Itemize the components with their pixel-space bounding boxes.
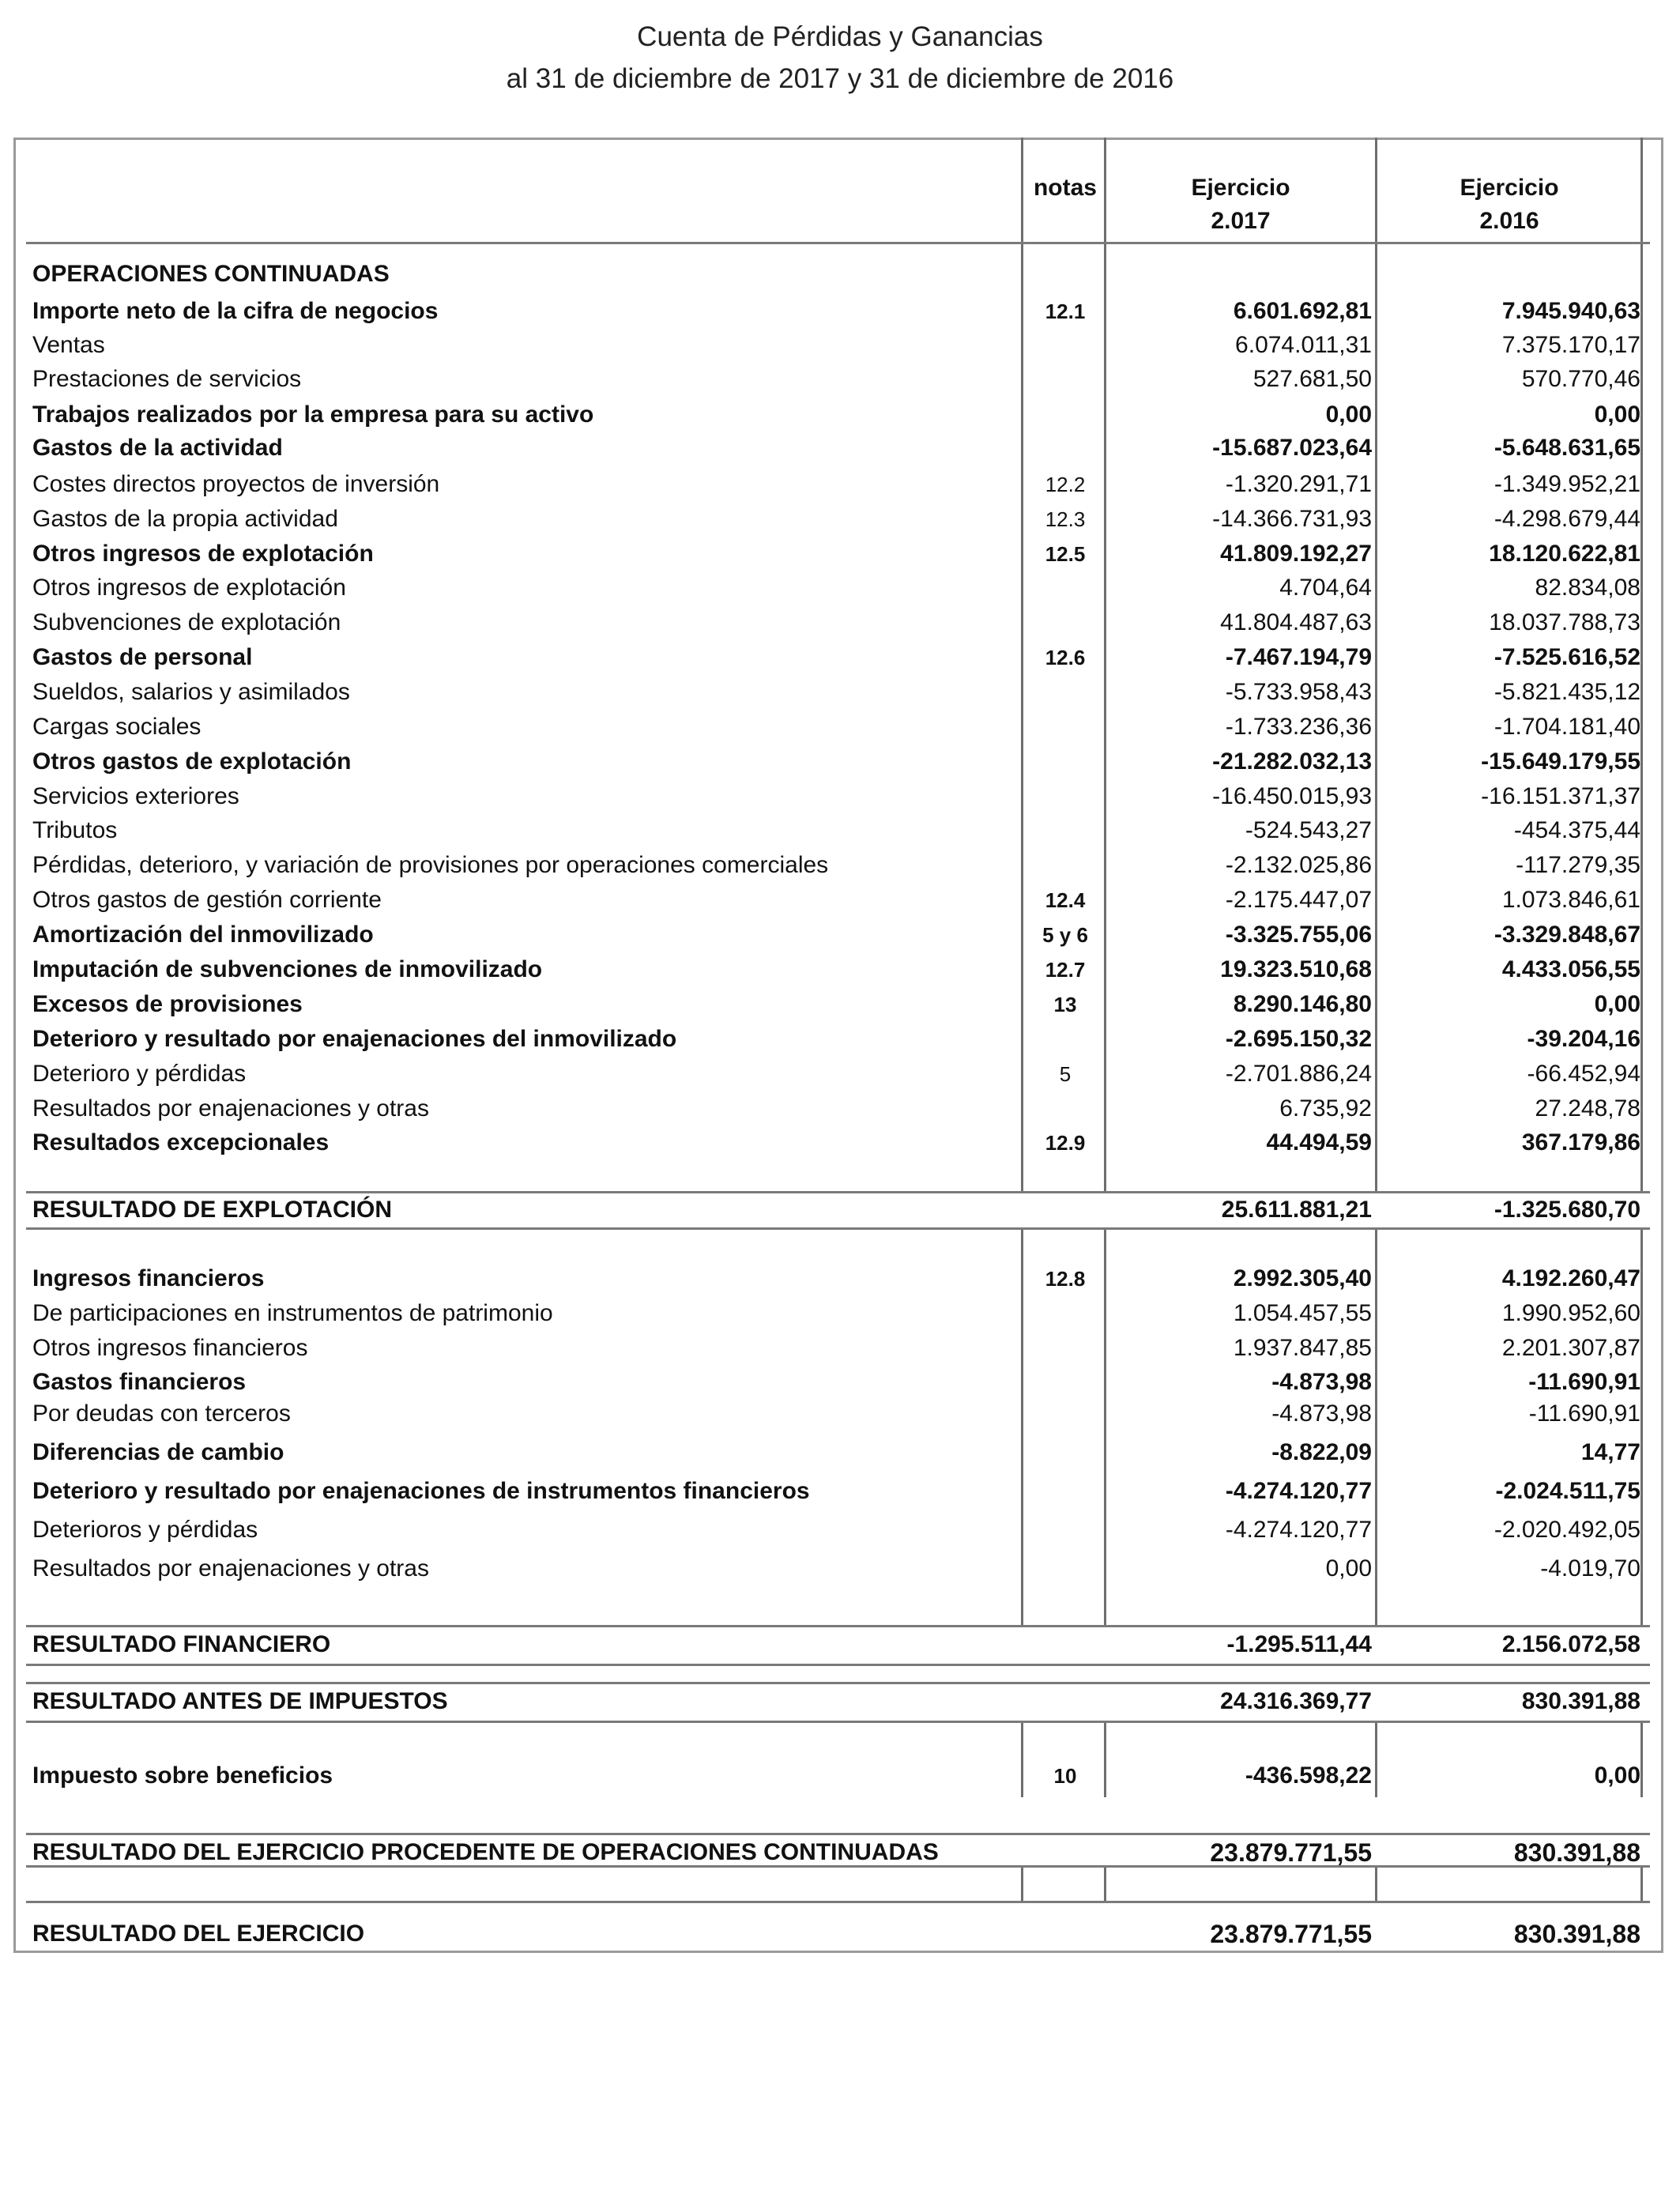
value-2016: -11.690,91 bbox=[1528, 1369, 1640, 1395]
row-label: Amortización del inmovilizado bbox=[32, 922, 374, 948]
table-row bbox=[0, 1022, 1680, 1057]
table-row bbox=[0, 848, 1680, 883]
value-2016: -5.821.435,12 bbox=[1494, 679, 1640, 705]
value-2016: 27.248,78 bbox=[1535, 1095, 1640, 1122]
column-header-2017-year: 2.017 bbox=[1211, 208, 1271, 234]
value-2017: -16.450.015,93 bbox=[1212, 783, 1372, 809]
page-title: Cuenta de Pérdidas y Ganancias bbox=[637, 21, 1043, 52]
row-label: Resultados por enajenaciones y otras bbox=[32, 1095, 429, 1122]
row-note: 13 bbox=[1053, 993, 1077, 1016]
value-2017: -4.274.120,77 bbox=[1225, 1478, 1372, 1504]
value-2016: -2.020.492,05 bbox=[1494, 1517, 1640, 1543]
row-divider bbox=[26, 242, 1650, 244]
subtotal-row bbox=[0, 1684, 1680, 1719]
value-2017: 8.290.146,80 bbox=[1233, 991, 1372, 1017]
row-label: Resultados por enajenaciones y otras bbox=[32, 1555, 429, 1581]
value-2016: -5.648.631,65 bbox=[1494, 435, 1640, 461]
value-2016: 1.990.952,60 bbox=[1501, 1300, 1640, 1326]
row-note: 10 bbox=[1053, 1764, 1077, 1788]
value-2016: 18.037.788,73 bbox=[1489, 609, 1640, 635]
value-2016: -11.690,91 bbox=[1528, 1400, 1640, 1427]
table-row bbox=[0, 1551, 1680, 1586]
value-2017: 6.735,92 bbox=[1279, 1095, 1372, 1122]
value-2016: -454.375,44 bbox=[1513, 817, 1640, 843]
row-label: Otros gastos de gestión corriente bbox=[32, 887, 382, 913]
row-label: Diferencias de cambio bbox=[32, 1439, 284, 1465]
row-label: Trabajos realizados por la empresa para su activo bbox=[32, 401, 594, 428]
value-2016: -15.649.179,55 bbox=[1481, 748, 1640, 775]
value-2016: 830.391,88 bbox=[1521, 1688, 1640, 1714]
value-2016: 570.770,46 bbox=[1521, 366, 1640, 392]
table-row bbox=[0, 918, 1680, 952]
value-2017: 41.804.487,63 bbox=[1220, 609, 1372, 635]
table-row bbox=[0, 362, 1680, 397]
table-row bbox=[0, 467, 1680, 502]
row-label: Deterioros y pérdidas bbox=[32, 1517, 258, 1543]
value-2017: -4.274.120,77 bbox=[1225, 1517, 1372, 1543]
table-row bbox=[0, 640, 1680, 675]
row-label: Ingresos financieros bbox=[32, 1265, 265, 1291]
table-row bbox=[0, 431, 1680, 466]
row-divider bbox=[26, 1901, 1650, 1903]
value-2016: -66.452,94 bbox=[1527, 1061, 1640, 1087]
row-label: RESULTADO DEL EJERCICIO PROCEDENTE DE OPERACIONES CONTINUADAS bbox=[32, 1839, 939, 1865]
row-label: Servicios exteriores bbox=[32, 783, 239, 809]
value-2017: 1.054.457,55 bbox=[1233, 1300, 1372, 1326]
value-2016: 0,00 bbox=[1594, 991, 1640, 1017]
value-2017: -524.543,27 bbox=[1245, 817, 1372, 843]
value-2016: -3.329.848,67 bbox=[1494, 922, 1640, 948]
row-label: RESULTADO FINANCIERO bbox=[32, 1631, 331, 1657]
row-label: Cargas sociales bbox=[32, 714, 202, 740]
table-row bbox=[0, 987, 1680, 1022]
row-label: Deterioro y pérdidas bbox=[32, 1061, 247, 1087]
value-2017: -4.873,98 bbox=[1271, 1400, 1372, 1427]
value-2017: -8.822,09 bbox=[1271, 1439, 1372, 1465]
column-divider bbox=[1021, 1867, 1023, 1901]
table-row bbox=[0, 1057, 1680, 1091]
column-header-2017-title: Ejercicio bbox=[1191, 175, 1290, 201]
table-row bbox=[0, 1474, 1680, 1509]
row-divider bbox=[26, 1664, 1650, 1666]
total-row bbox=[0, 1917, 1680, 1951]
table-row bbox=[0, 1091, 1680, 1126]
value-2017: -1.733.236,36 bbox=[1225, 714, 1372, 740]
table-row bbox=[0, 398, 1680, 432]
table-row bbox=[0, 1331, 1680, 1366]
value-2017: 19.323.510,68 bbox=[1220, 956, 1372, 982]
value-2017: -15.687.023,64 bbox=[1212, 435, 1372, 461]
table-row bbox=[0, 675, 1680, 710]
row-label: Sueldos, salarios y asimilados bbox=[32, 679, 350, 705]
row-label: De participaciones en instrumentos de patrimonio bbox=[32, 1300, 553, 1326]
row-label: Subvenciones de explotación bbox=[32, 609, 341, 635]
value-2017: -5.733.958,43 bbox=[1225, 679, 1372, 705]
value-2016: 2.201.307,87 bbox=[1501, 1335, 1640, 1361]
value-2017: 1.937.847,85 bbox=[1233, 1335, 1372, 1361]
row-label: RESULTADO DEL EJERCICIO bbox=[32, 1921, 365, 1947]
value-2017: 0,00 bbox=[1325, 401, 1372, 428]
table-row bbox=[0, 502, 1680, 537]
value-2017: 6.074.011,31 bbox=[1235, 332, 1372, 358]
value-2016: -7.525.616,52 bbox=[1494, 644, 1640, 670]
row-label: Otros ingresos de explotación bbox=[32, 541, 374, 567]
value-2017: 41.809.192,27 bbox=[1220, 541, 1372, 567]
row-label: Resultados excepcionales bbox=[32, 1129, 330, 1155]
row-label: RESULTADO ANTES DE IMPUESTOS bbox=[32, 1688, 448, 1714]
column-divider bbox=[1104, 1867, 1106, 1901]
value-2017: -4.873,98 bbox=[1271, 1369, 1372, 1395]
column-header-2016-title: Ejercicio bbox=[1460, 175, 1559, 201]
row-label: Costes directos proyectos de inversión bbox=[32, 471, 440, 497]
value-2016: -1.704.181,40 bbox=[1494, 714, 1640, 740]
table-row bbox=[0, 1759, 1680, 1793]
value-2016: 18.120.622,81 bbox=[1489, 541, 1640, 567]
value-2017: -2.695.150,32 bbox=[1225, 1026, 1372, 1052]
row-label: Por deudas con terceros bbox=[32, 1400, 291, 1427]
row-note: 12.5 bbox=[1045, 542, 1086, 566]
row-note: 12.8 bbox=[1045, 1267, 1086, 1291]
value-2016: 2.156.072,58 bbox=[1501, 1631, 1640, 1657]
row-divider bbox=[26, 1721, 1650, 1723]
value-2017: 527.681,50 bbox=[1252, 366, 1372, 392]
table-row bbox=[0, 1397, 1680, 1431]
value-2016: 82.834,08 bbox=[1535, 575, 1640, 601]
value-2017: -2.132.025,86 bbox=[1225, 852, 1372, 878]
row-note: 12.4 bbox=[1045, 888, 1086, 912]
row-label: Deterioro y resultado por enajenaciones de instrumentos financieros bbox=[32, 1478, 810, 1504]
table-row bbox=[0, 571, 1680, 605]
value-2016: 0,00 bbox=[1594, 401, 1640, 428]
column-header-notas: notas bbox=[1033, 175, 1097, 201]
value-2016: 7.375.170,17 bbox=[1501, 332, 1640, 358]
row-note: 5 bbox=[1059, 1062, 1072, 1086]
value-2017: 2.992.305,40 bbox=[1233, 1265, 1372, 1291]
row-label: Gastos de la actividad bbox=[32, 435, 283, 461]
table-row bbox=[0, 1435, 1680, 1470]
row-label: Tributos bbox=[32, 817, 118, 843]
value-2017: 25.611.881,21 bbox=[1221, 1197, 1372, 1223]
table-row bbox=[0, 1365, 1680, 1400]
table-row bbox=[0, 294, 1680, 329]
row-label: RESULTADO DE EXPLOTACIÓN bbox=[32, 1197, 393, 1223]
value-2016: -1.325.680,70 bbox=[1494, 1197, 1640, 1223]
row-label: Ventas bbox=[32, 332, 105, 358]
value-2017: 24.316.369,77 bbox=[1220, 1688, 1372, 1714]
subtotal-row bbox=[0, 1835, 1680, 1870]
value-2017: -436.598,22 bbox=[1245, 1762, 1372, 1789]
table-row bbox=[0, 605, 1680, 640]
table-row bbox=[0, 710, 1680, 745]
value-2016: -1.349.952,21 bbox=[1494, 471, 1640, 497]
table-row bbox=[0, 1261, 1680, 1296]
row-label: Imputación de subvenciones de inmovilizado bbox=[32, 956, 543, 982]
row-label: Importe neto de la cifra de negocios bbox=[32, 298, 439, 324]
row-label: Otros ingresos financieros bbox=[32, 1335, 308, 1361]
row-note: 12.1 bbox=[1045, 300, 1086, 323]
row-label: Pérdidas, deterioro, y variación de provisiones por operaciones comerciales bbox=[32, 852, 829, 878]
value-2017: 23.879.771,55 bbox=[1210, 1920, 1372, 1948]
value-2017: 44.494,59 bbox=[1266, 1129, 1372, 1155]
subtotal-row bbox=[0, 1193, 1680, 1227]
value-2016: -4.019,70 bbox=[1540, 1555, 1640, 1581]
row-note: 12.6 bbox=[1045, 646, 1086, 669]
section-header bbox=[0, 257, 1680, 292]
table-row bbox=[0, 1513, 1680, 1547]
table-row bbox=[0, 328, 1680, 363]
value-2016: -2.024.511,75 bbox=[1495, 1478, 1640, 1504]
value-2016: -39.204,16 bbox=[1527, 1026, 1640, 1052]
column-header-2016-year: 2.016 bbox=[1479, 208, 1539, 234]
column-divider bbox=[1640, 1867, 1643, 1901]
value-2016: -16.151.371,37 bbox=[1481, 783, 1640, 809]
page-subtitle: al 31 de diciembre de 2017 y 31 de diciembre de 2016 bbox=[506, 63, 1174, 94]
value-2017: -1.320.291,71 bbox=[1225, 471, 1372, 497]
table-row bbox=[0, 813, 1680, 848]
value-2016: -4.298.679,44 bbox=[1494, 506, 1640, 532]
subtotal-row bbox=[0, 1627, 1680, 1662]
row-note: 12.7 bbox=[1045, 958, 1086, 982]
value-2017: 23.879.771,55 bbox=[1210, 1838, 1372, 1867]
section-label: OPERACIONES CONTINUADAS bbox=[32, 261, 390, 287]
row-label: Otros ingresos de explotación bbox=[32, 575, 346, 601]
table-row bbox=[0, 745, 1680, 779]
table-row bbox=[0, 779, 1680, 814]
value-2016: 7.945.940,63 bbox=[1501, 298, 1640, 324]
table-row bbox=[0, 952, 1680, 987]
value-2017: -7.467.194,79 bbox=[1225, 644, 1372, 670]
row-label: Gastos de personal bbox=[32, 644, 253, 670]
row-label: Deterioro y resultado por enajenaciones del inmovilizado bbox=[32, 1026, 677, 1052]
value-2016: 830.391,88 bbox=[1513, 1838, 1640, 1867]
value-2017: -3.325.755,06 bbox=[1225, 922, 1372, 948]
value-2017: 4.704,64 bbox=[1279, 575, 1372, 601]
value-2017: -21.282.032,13 bbox=[1212, 748, 1372, 775]
table-row bbox=[0, 1296, 1680, 1331]
value-2016: 830.391,88 bbox=[1513, 1920, 1640, 1948]
column-divider bbox=[1375, 1867, 1377, 1901]
value-2017: -2.701.886,24 bbox=[1225, 1061, 1372, 1087]
value-2017: 6.601.692,81 bbox=[1233, 298, 1372, 324]
row-label: Otros gastos de explotación bbox=[32, 748, 352, 775]
row-note: 12.9 bbox=[1045, 1131, 1086, 1155]
value-2016: 4.192.260,47 bbox=[1501, 1265, 1640, 1291]
table-row bbox=[0, 883, 1680, 918]
row-note: 12.3 bbox=[1045, 507, 1086, 531]
table-row bbox=[0, 1125, 1680, 1160]
value-2016: 0,00 bbox=[1594, 1762, 1640, 1789]
value-2016: 4.433.056,55 bbox=[1501, 956, 1640, 982]
table-row bbox=[0, 537, 1680, 571]
value-2017: -14.366.731,93 bbox=[1212, 506, 1372, 532]
value-2016: 367.179,86 bbox=[1521, 1129, 1640, 1155]
value-2017: 0,00 bbox=[1325, 1555, 1372, 1581]
value-2017: -1.295.511,44 bbox=[1226, 1631, 1372, 1657]
value-2016: -117.279,35 bbox=[1516, 852, 1640, 878]
row-label: Excesos de provisiones bbox=[32, 991, 303, 1017]
row-label: Prestaciones de servicios bbox=[32, 366, 302, 392]
value-2017: -2.175.447,07 bbox=[1225, 887, 1372, 913]
row-label: Impuesto sobre beneficios bbox=[32, 1762, 333, 1789]
row-note: 12.2 bbox=[1045, 473, 1086, 496]
row-note: 5 y 6 bbox=[1042, 923, 1088, 947]
value-2016: 1.073.846,61 bbox=[1501, 887, 1640, 913]
row-label: Gastos financieros bbox=[32, 1369, 247, 1395]
row-divider bbox=[26, 1227, 1650, 1230]
row-label: Gastos de la propia actividad bbox=[32, 506, 338, 532]
value-2016: 14,77 bbox=[1580, 1439, 1640, 1465]
